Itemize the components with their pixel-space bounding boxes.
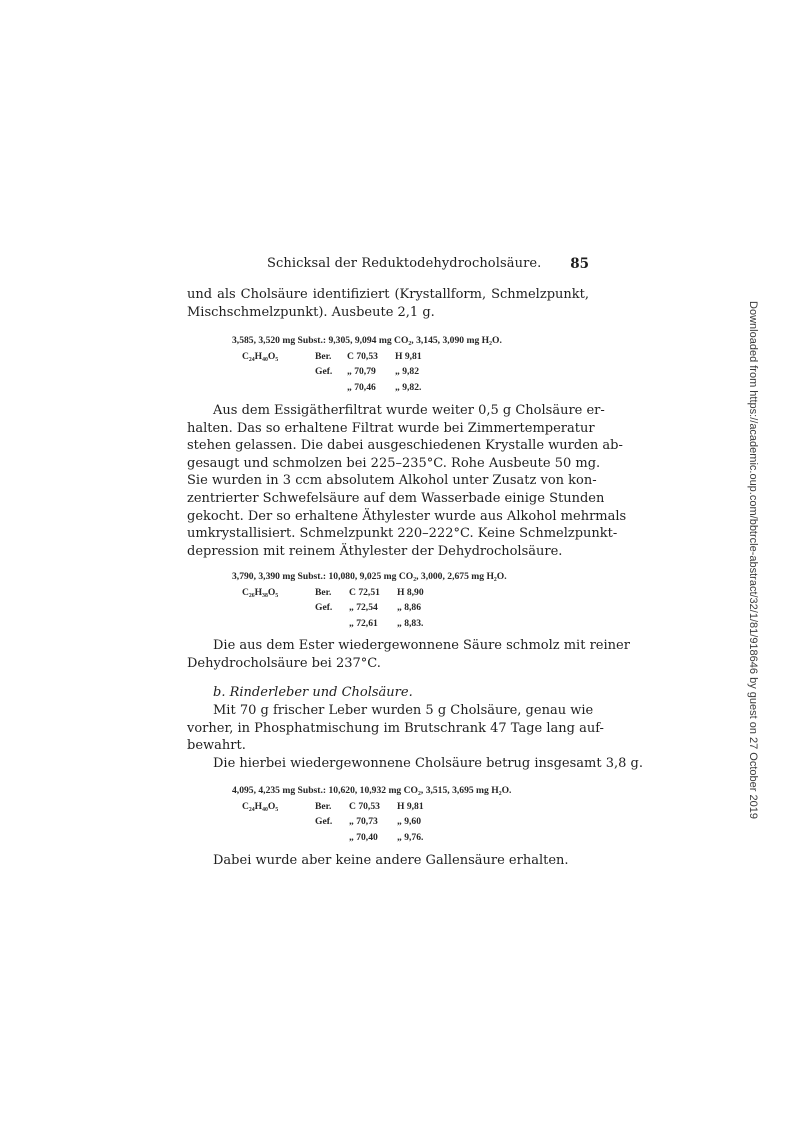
elemental-analysis-2 xyxy=(232,569,577,631)
analysis-gef-c: „ 72,61 xyxy=(349,617,378,629)
analysis-ber-label: Ber. xyxy=(315,800,332,812)
analysis-gef-h: „ 8,86 xyxy=(397,602,421,614)
text-line: Mischschmelzpunkt). Ausbeute 2,1 g. xyxy=(187,304,435,320)
paragraph-yield xyxy=(187,755,643,773)
download-watermark xyxy=(742,60,764,1060)
text-line: umkrystallisiert. Schmelzpunkt 220–222°C. Keine Schmelzpunkt- xyxy=(187,526,618,542)
analysis-ber-h: H 9,81 xyxy=(395,350,422,362)
analysis-ber-c: C 70,53 xyxy=(347,350,378,362)
section-b-heading xyxy=(187,684,589,702)
analysis-gef-label: Gef. xyxy=(315,816,333,828)
text-line: zentrierter Schwefelsäure auf dem Wasserbade einige Stunden xyxy=(187,490,605,506)
analysis-gef-label: Gef. xyxy=(315,602,333,614)
analysis-ber-label: Ber. xyxy=(315,586,332,598)
text-line: halten. Das so erhaltene Filtrat wurde bei Zimmertemperatur xyxy=(187,420,595,436)
text-line: gesaugt und schmolzen bei 225–235°C. Rohe Ausbeute 50 mg. xyxy=(187,455,601,471)
analysis-measurement: 3,790, 3,390 mg Subst.: 10,080, 9,025 mg CO₂, 3,000, 2,675 mg H₂O. xyxy=(232,571,507,582)
analysis-ber-c: C 70,53 xyxy=(349,800,380,812)
text-line: Sie wurden in 3 ccm absolutem Alkohol unter Zusatz von kon- xyxy=(187,473,597,489)
section-title: Rinderleber und Cholsäure. xyxy=(229,685,413,700)
analysis-gef-label: Gef. xyxy=(315,366,333,378)
elemental-analysis-3 xyxy=(232,783,582,845)
paragraph-beef-liver xyxy=(187,702,604,755)
text-line: bewahrt. xyxy=(187,738,246,754)
analysis-ber-c: C 72,51 xyxy=(349,586,380,598)
analysis-measurement: 4,095, 4,235 mg Subst.: 10,620, 10,932 mg CO₂, 3,515, 3,695 mg H₂O. xyxy=(232,785,512,796)
text-line: vorher, in Phosphatmischung im Brutschrank 47 Tage lang auf- xyxy=(187,720,604,736)
analysis-gef-h: „ 9,60 xyxy=(397,816,421,828)
running-title: Schicksal der Reduktodehydrocholsäure. xyxy=(267,256,542,271)
section-label: b. xyxy=(213,685,226,700)
analysis-gef-c: „ 72,54 xyxy=(349,602,378,614)
analysis-gef-c: „ 70,46 xyxy=(347,381,376,393)
paragraph-recovered-acid xyxy=(187,637,630,672)
text-line: Mit 70 g frischer Leber wurden 5 g Cholsäure, genau wie xyxy=(213,703,594,718)
page-header xyxy=(187,256,589,276)
text-line: gekocht. Der so erhaltene Äthylester wurde aus Alkohol mehrmals xyxy=(187,508,627,524)
analysis-gef-h: „ 9,82 xyxy=(395,366,419,378)
page-number: 85 xyxy=(570,256,589,272)
analysis-gef-h: „ 9,76. xyxy=(397,831,424,843)
text-line: Aus dem Essigätherfiltrat wurde weiter 0,5 g Cholsäure er- xyxy=(213,403,605,418)
paragraph-conclusion xyxy=(187,852,589,870)
analysis-gef-c: „ 70,79 xyxy=(347,366,376,378)
analysis-formula: C₂₄H₄₀O₅ xyxy=(242,350,279,362)
text-line: und als Cholsäure identifiziert (Krystallform, Schmelzpunkt, xyxy=(187,287,589,302)
text-line: Dabei wurde aber keine andere Gallensäure erhalten. xyxy=(213,853,569,868)
analysis-formula: C₂₄H₄₀O₅ xyxy=(242,800,279,812)
paragraph-filtrate xyxy=(187,402,627,560)
text-line: Die aus dem Ester wiedergewonnene Säure schmolz mit reiner xyxy=(213,638,630,653)
analysis-gef-h: „ 9,82. xyxy=(395,381,422,393)
analysis-measurement: 3,585, 3,520 mg Subst.: 9,305, 9,094 mg CO₂, 3,145, 3,090 mg H₂O. xyxy=(232,335,502,346)
analysis-gef-c: „ 70,40 xyxy=(349,831,378,843)
download-watermark-text: Downloaded from https://academic.oup.com/bbtrcle-abstract/32/1/81/918646 by guest on 27 October 2019 xyxy=(747,301,759,819)
elemental-analysis-1 xyxy=(232,333,572,395)
analysis-ber-h: H 8,90 xyxy=(397,586,424,598)
analysis-ber-h: H 9,81 xyxy=(397,800,424,812)
analysis-formula: C₂₆H₃₈O₅ xyxy=(242,586,279,598)
paragraph-identification xyxy=(187,286,589,321)
text-line: stehen gelassen. Die dabei ausgeschiedenen Krystalle wurden ab- xyxy=(187,438,623,454)
analysis-gef-c: „ 70,73 xyxy=(349,816,378,828)
analysis-ber-label: Ber. xyxy=(315,350,332,362)
text-line: depression mit reinem Äthylester der Dehydrocholsäure. xyxy=(187,543,563,559)
analysis-gef-h: „ 8,83. xyxy=(397,617,424,629)
text-line: Die hierbei wiedergewonnene Cholsäure betrug insgesamt 3,8 g. xyxy=(213,756,643,771)
text-line: Dehydrocholsäure bei 237°C. xyxy=(187,655,381,671)
